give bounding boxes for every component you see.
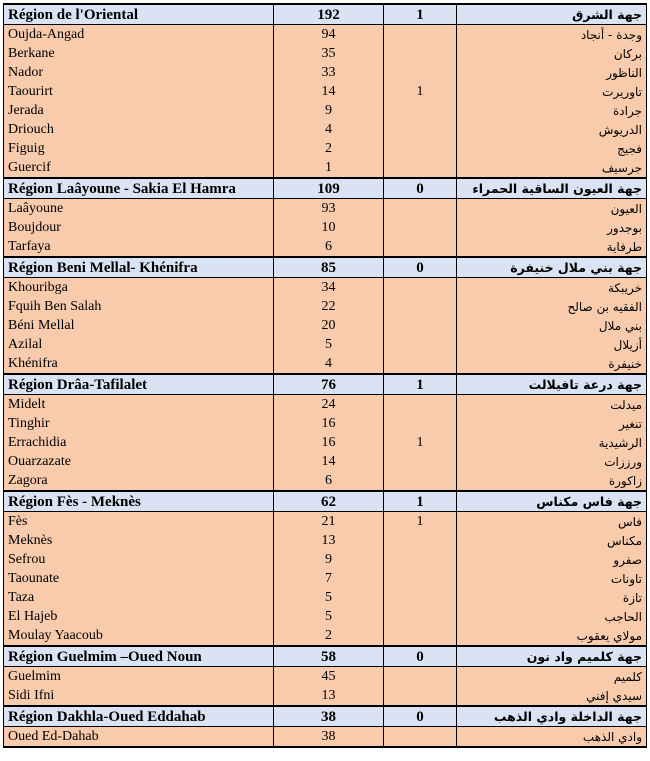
- province-name-ar: خريبكة: [457, 278, 647, 298]
- province-count: 45: [274, 667, 384, 687]
- province-row: [4, 395, 647, 415]
- region-name-fr: Région Fès - Meknès: [4, 491, 274, 512]
- province-name-fr: Zagora: [4, 471, 274, 491]
- province-name-fr: Taourirt: [4, 82, 274, 101]
- province-row: [4, 471, 647, 491]
- province-new-cases: [384, 531, 457, 550]
- province-row: [4, 237, 647, 257]
- region-name-ar: جهة الشرق: [457, 4, 647, 25]
- province-new-cases: [384, 218, 457, 237]
- province-name-fr: Taza: [4, 588, 274, 607]
- province-row: [4, 82, 647, 101]
- province-count: 5: [274, 588, 384, 607]
- province-row: [4, 139, 647, 158]
- province-new-cases: [384, 199, 457, 219]
- region-name-fr: Région Dakhla-Oued Eddahab: [4, 706, 274, 727]
- province-name-fr: Azilal: [4, 335, 274, 354]
- province-count: 2: [274, 626, 384, 646]
- province-name-ar: وجدة - أنجاد: [457, 25, 647, 45]
- province-name-fr: Laâyoune: [4, 199, 274, 219]
- province-row: [4, 316, 647, 335]
- province-new-cases: [384, 686, 457, 706]
- province-name-ar: فجيج: [457, 139, 647, 158]
- province-name-fr: Boujdour: [4, 218, 274, 237]
- region-name-fr: Région Laâyoune - Sakia El Hamra: [4, 178, 274, 199]
- province-name-ar: زاكورة: [457, 471, 647, 491]
- province-name-fr: Errachidia: [4, 433, 274, 452]
- province-new-cases: [384, 727, 457, 748]
- province-new-cases: [384, 120, 457, 139]
- province-name-ar: أزيلال: [457, 335, 647, 354]
- province-count: 21: [274, 512, 384, 532]
- province-count: 16: [274, 433, 384, 452]
- region-new-cases: 0: [384, 257, 457, 278]
- province-name-fr: Béni Mellal: [4, 316, 274, 335]
- province-new-cases: [384, 667, 457, 687]
- region-total: 38: [274, 706, 384, 727]
- province-name-ar: صفرو: [457, 550, 647, 569]
- province-count: 9: [274, 550, 384, 569]
- province-name-fr: Jerada: [4, 101, 274, 120]
- province-name-fr: Khouribga: [4, 278, 274, 298]
- province-new-cases: [384, 139, 457, 158]
- province-row: [4, 727, 647, 748]
- region-total: 76: [274, 374, 384, 395]
- province-name-ar: مكناس: [457, 531, 647, 550]
- province-count: 7: [274, 569, 384, 588]
- region-total: 62: [274, 491, 384, 512]
- province-name-fr: Guercif: [4, 158, 274, 178]
- province-new-cases: 1: [384, 433, 457, 452]
- region-new-cases: 1: [384, 4, 457, 25]
- province-name-ar: خنيفرة: [457, 354, 647, 374]
- province-count: 5: [274, 335, 384, 354]
- province-name-fr: Berkane: [4, 44, 274, 63]
- region-new-cases: 1: [384, 374, 457, 395]
- province-new-cases: [384, 607, 457, 626]
- province-new-cases: [384, 297, 457, 316]
- province-count: 38: [274, 727, 384, 748]
- region-header-row: [4, 646, 647, 667]
- province-row: [4, 44, 647, 63]
- province-name-fr: Sidi Ifni: [4, 686, 274, 706]
- province-count: 1: [274, 158, 384, 178]
- province-count: 33: [274, 63, 384, 82]
- province-name-ar: ورززات: [457, 452, 647, 471]
- province-count: 4: [274, 354, 384, 374]
- province-name-ar: الحاجب: [457, 607, 647, 626]
- region-total: 109: [274, 178, 384, 199]
- province-name-ar: بركان: [457, 44, 647, 63]
- region-new-cases: 0: [384, 178, 457, 199]
- region-header-row: [4, 374, 647, 395]
- province-row: [4, 414, 647, 433]
- province-name-fr: Taounate: [4, 569, 274, 588]
- province-row: [4, 569, 647, 588]
- province-name-ar: تاوريرت: [457, 82, 647, 101]
- province-name-ar: ميدلت: [457, 395, 647, 415]
- province-row: [4, 63, 647, 82]
- province-count: 14: [274, 82, 384, 101]
- province-count: 5: [274, 607, 384, 626]
- province-name-fr: Fès: [4, 512, 274, 532]
- province-name-ar: الرشيدية: [457, 433, 647, 452]
- province-row: [4, 531, 647, 550]
- province-count: 2: [274, 139, 384, 158]
- province-new-cases: [384, 414, 457, 433]
- province-count: 16: [274, 414, 384, 433]
- province-name-ar: الدريوش: [457, 120, 647, 139]
- region-name-fr: Région Beni Mellal- Khénifra: [4, 257, 274, 278]
- province-count: 4: [274, 120, 384, 139]
- region-name-ar: جهة بني ملال خنيفرة: [457, 257, 647, 278]
- province-row: [4, 25, 647, 45]
- region-header-row: [4, 257, 647, 278]
- province-count: 6: [274, 471, 384, 491]
- province-name-ar: سيدي إفني: [457, 686, 647, 706]
- province-row: [4, 199, 647, 219]
- province-name-fr: Guelmim: [4, 667, 274, 687]
- province-new-cases: [384, 25, 457, 45]
- province-name-fr: Khénifra: [4, 354, 274, 374]
- province-new-cases: [384, 395, 457, 415]
- province-name-fr: Fquih Ben Salah: [4, 297, 274, 316]
- province-row: [4, 158, 647, 178]
- region-name-fr: Région de l'Oriental: [4, 4, 274, 25]
- province-new-cases: [384, 316, 457, 335]
- province-count: 6: [274, 237, 384, 257]
- province-name-ar: تاونات: [457, 569, 647, 588]
- region-name-ar: جهة فاس مكناس: [457, 491, 647, 512]
- region-new-cases: 0: [384, 706, 457, 727]
- province-new-cases: [384, 550, 457, 569]
- province-row: [4, 218, 647, 237]
- province-name-fr: Sefrou: [4, 550, 274, 569]
- province-new-cases: [384, 158, 457, 178]
- province-new-cases: [384, 237, 457, 257]
- province-count: 35: [274, 44, 384, 63]
- province-row: [4, 335, 647, 354]
- province-new-cases: [384, 626, 457, 646]
- province-new-cases: [384, 569, 457, 588]
- province-count: 22: [274, 297, 384, 316]
- province-row: [4, 433, 647, 452]
- province-new-cases: 1: [384, 512, 457, 532]
- province-name-fr: Oued Ed-Dahab: [4, 727, 274, 748]
- province-row: [4, 297, 647, 316]
- region-name-ar: جهة درعة تافيلالت: [457, 374, 647, 395]
- province-new-cases: [384, 101, 457, 120]
- province-name-ar: العيون: [457, 199, 647, 219]
- province-row: [4, 101, 647, 120]
- province-new-cases: [384, 354, 457, 374]
- province-new-cases: 1: [384, 82, 457, 101]
- province-name-ar: بوجدور: [457, 218, 647, 237]
- province-name-fr: Midelt: [4, 395, 274, 415]
- region-total: 192: [274, 4, 384, 25]
- province-name-ar: الناظور: [457, 63, 647, 82]
- region-name-fr: Région Guelmim –Oued Noun: [4, 646, 274, 667]
- province-row: [4, 452, 647, 471]
- province-name-ar: جرادة: [457, 101, 647, 120]
- province-name-ar: فاس: [457, 512, 647, 532]
- region-header-row: [4, 706, 647, 727]
- region-name-ar: جهة كلميم واد نون: [457, 646, 647, 667]
- region-total: 58: [274, 646, 384, 667]
- province-row: [4, 278, 647, 298]
- province-name-ar: كلميم: [457, 667, 647, 687]
- province-name-ar: تنغير: [457, 414, 647, 433]
- province-row: [4, 588, 647, 607]
- province-count: 93: [274, 199, 384, 219]
- province-name-fr: Meknès: [4, 531, 274, 550]
- province-row: [4, 607, 647, 626]
- regions-table: [3, 3, 647, 748]
- region-name-ar: جهة العيون الساقية الحمراء: [457, 178, 647, 199]
- region-new-cases: 0: [384, 646, 457, 667]
- province-new-cases: [384, 452, 457, 471]
- province-count: 24: [274, 395, 384, 415]
- province-row: [4, 354, 647, 374]
- region-header-row: [4, 4, 647, 25]
- province-name-ar: تازة: [457, 588, 647, 607]
- region-name-ar: جهة الداخلة وادي الذهب: [457, 706, 647, 727]
- province-count: 94: [274, 25, 384, 45]
- province-name-fr: Figuig: [4, 139, 274, 158]
- province-name-fr: Oujda-Angad: [4, 25, 274, 45]
- province-new-cases: [384, 471, 457, 491]
- province-name-ar: وادي الذهب: [457, 727, 647, 748]
- province-count: 14: [274, 452, 384, 471]
- region-total: 85: [274, 257, 384, 278]
- province-name-ar: جرسيف: [457, 158, 647, 178]
- province-name-ar: مولاي يعقوب: [457, 626, 647, 646]
- province-new-cases: [384, 335, 457, 354]
- province-count: 34: [274, 278, 384, 298]
- province-name-ar: طرفاية: [457, 237, 647, 257]
- province-count: 9: [274, 101, 384, 120]
- province-name-fr: Moulay Yaacoub: [4, 626, 274, 646]
- province-new-cases: [384, 63, 457, 82]
- region-new-cases: 1: [384, 491, 457, 512]
- province-name-fr: Tinghir: [4, 414, 274, 433]
- province-new-cases: [384, 278, 457, 298]
- region-header-row: [4, 491, 647, 512]
- province-row: [4, 626, 647, 646]
- province-name-ar: بني ملال: [457, 316, 647, 335]
- province-row: [4, 667, 647, 687]
- province-row: [4, 120, 647, 139]
- region-header-row: [4, 178, 647, 199]
- province-name-fr: Tarfaya: [4, 237, 274, 257]
- regions-table-body: [4, 4, 647, 747]
- province-name-fr: El Hajeb: [4, 607, 274, 626]
- province-name-fr: Nador: [4, 63, 274, 82]
- province-name-ar: الفقيه بن صالح: [457, 297, 647, 316]
- province-name-fr: Ouarzazate: [4, 452, 274, 471]
- province-count: 13: [274, 531, 384, 550]
- province-count: 13: [274, 686, 384, 706]
- province-row: [4, 550, 647, 569]
- province-row: [4, 686, 647, 706]
- region-name-fr: Région Drâa-Tafilalet: [4, 374, 274, 395]
- province-row: [4, 512, 647, 532]
- province-count: 10: [274, 218, 384, 237]
- province-name-fr: Driouch: [4, 120, 274, 139]
- province-new-cases: [384, 588, 457, 607]
- province-count: 20: [274, 316, 384, 335]
- province-new-cases: [384, 44, 457, 63]
